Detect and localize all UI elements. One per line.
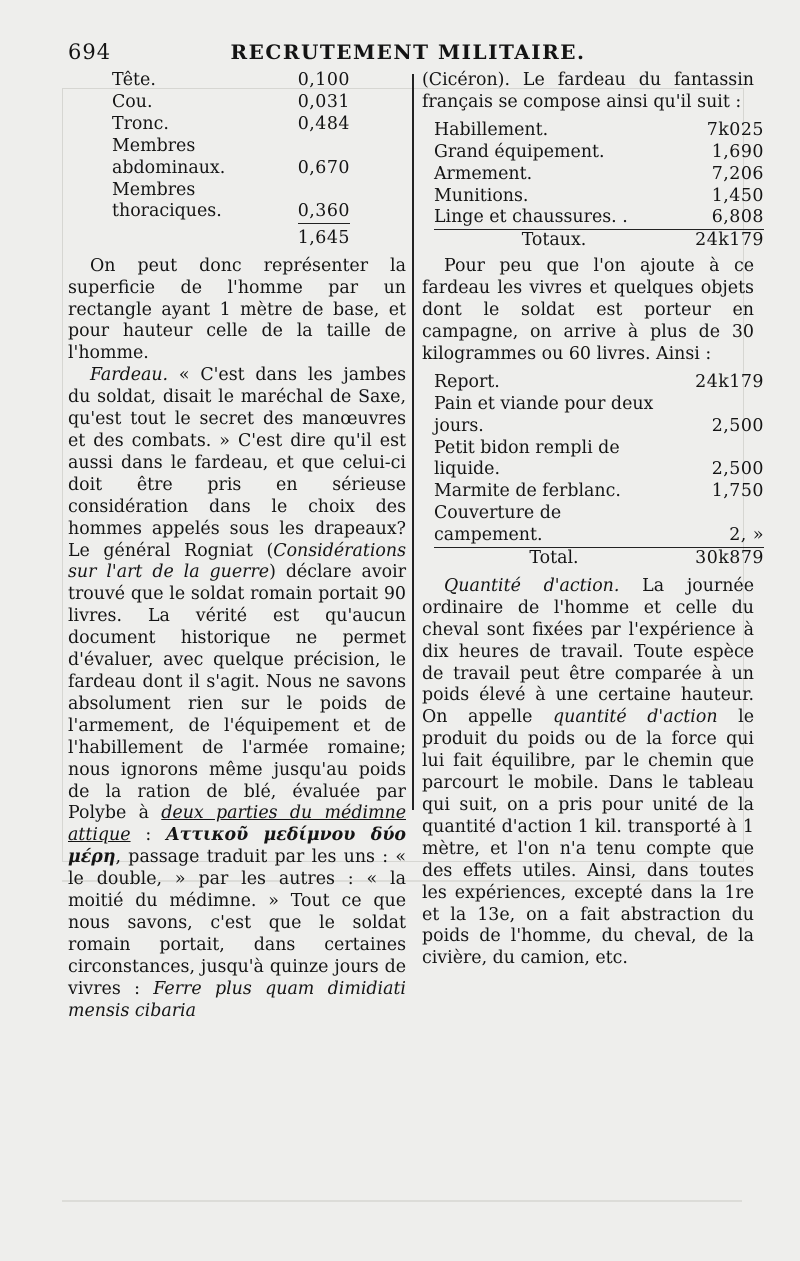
row-label: Munitions.: [434, 185, 529, 206]
total-label: Total.: [434, 548, 674, 570]
row-label: Petit bidon rempli de liquide.: [434, 437, 620, 480]
text-span: « C'est dans les jambes du soldat, disait le maréchal de Saxe, qu'est tout le secret des manœuvres et des combats. » C'est dire qu'il est aussi dans le fardeau, et que celui-ci doit être pris en sérieuse considération dans le choix des hommes appelés sous les drapeaux? Le général Rogniat (: [68, 365, 406, 561]
table-row: [434, 372, 764, 394]
book-title: Considérations sur l'art de la guerre: [68, 540, 406, 583]
table-row: [112, 136, 350, 180]
table-row: [434, 120, 764, 142]
total-label: Totaux.: [434, 230, 674, 252]
row-value: 0,100: [297, 70, 350, 90]
row-value: 1,750: [711, 481, 764, 502]
row-value: 0,670: [297, 157, 350, 178]
row-label: Couverture de campement.: [434, 503, 562, 546]
table-row: [434, 186, 764, 208]
campaign-load-table: [434, 372, 764, 570]
table-row: [112, 70, 350, 92]
text-span: :: [130, 825, 167, 846]
column-rule: [412, 74, 414, 810]
row-value: 2, »: [729, 525, 764, 546]
table-row: [434, 503, 764, 547]
text-span: ) déclare avoir trouvé que le soldat romain portait 90 livres. La vérité est qu'aucun document historique ne permet d'évaluer, avec quelque précision, le fardeau dont il s'agit. Nous ne savons absolument rien sur le poids de l'armement, de l'équipement et de l'habillement de l'armée romaine; nous ignorons même jusqu'au poids de la ration de blé, évaluée par Polybe à: [68, 562, 407, 824]
bleed-through-rule: [62, 1200, 742, 1202]
row-label: Cou.: [112, 91, 153, 112]
paragraph-vivres: Pour peu que l'on ajoute à ce fardeau les vivres et quelques objets dont le soldat est porteur en campagne, on arrive à plus de 30 kilogrammes ou 60 livres. Ainsi :: [422, 256, 754, 364]
table-row: [112, 92, 350, 114]
row-label: Report.: [434, 371, 500, 392]
total-row: [434, 230, 764, 252]
surface-measures-table: [112, 70, 350, 250]
row-value: 7k025: [706, 119, 764, 140]
row-label: Armement.: [434, 163, 533, 184]
row-value: 1,690: [711, 141, 764, 162]
table-row: [434, 164, 764, 186]
row-label: Habillement.: [434, 119, 549, 140]
row-value: 0,360: [297, 200, 350, 221]
latin-quotation: Ferre plus quam dimidiati mensis cibaria: [68, 978, 406, 1021]
table-row: [112, 114, 350, 136]
page-header: [68, 40, 748, 70]
table-row: [112, 180, 350, 224]
running-title: RECRUTEMENT MILITAIRE.: [230, 40, 586, 64]
paragraph-fardeau: [68, 365, 406, 1022]
total-spacer: [112, 223, 298, 249]
row-value: 6,808: [711, 207, 764, 228]
paragraph-quantite-action: [422, 576, 754, 970]
total-row: [112, 223, 350, 249]
row-label: Pain et viande pour deux jours.: [434, 393, 654, 436]
row-value: 1,450: [711, 185, 764, 206]
row-label: Grand équipement.: [434, 141, 605, 162]
total-value: 30k879: [674, 548, 764, 570]
row-label: Tronc.: [112, 113, 169, 134]
page-number: 694: [68, 40, 112, 64]
table-row: [434, 481, 764, 503]
paragraph-superficie: On peut donc représenter la superficie de l'homme par un rectangle ayant 1 mètre de base, et pour hauteur celle de la taille de l'homme.: [68, 255, 406, 364]
row-value: 7,206: [711, 163, 764, 184]
term-quantite-action: quantité d'action: [552, 707, 718, 728]
text-span: le produit du poids ou de la force qui lui fait équilibre, par le chemin que parcourt le mobile. Dans le tableau qui suit, on a pris pour unité de la quantité d'action 1 kil. transporté à 1 mètre, et l'on n'a tenu compte que des effets utiles. Ainsi, dans toutes les expériences, excepté dans la 1re et la 13e, on a fait abstraction du poids de l'homme, du cheval, de la civière, du camion, etc.: [422, 707, 754, 969]
total-value: 24k179: [674, 230, 764, 252]
table-row: [434, 394, 764, 438]
total-value: 1,645: [298, 223, 350, 249]
row-value: 24k179: [695, 371, 764, 392]
right-column: [422, 70, 764, 970]
runin-quantite-action: Quantité d'action.: [444, 575, 620, 596]
quote-polybe: deux parties du médimne attique: [68, 803, 406, 846]
table-row: [434, 438, 764, 482]
table-row: [434, 207, 764, 229]
row-label: Tête.: [112, 70, 156, 90]
table-row: [434, 142, 764, 164]
row-label: Marmite de ferblanc.: [434, 481, 621, 502]
paragraph-intro-fardeau: (Cicéron). Le fardeau du fantassin français se compose ainsi qu'il suit :: [422, 70, 754, 112]
row-value: 2,500: [711, 459, 764, 480]
row-label: Membres thoraciques.: [112, 179, 222, 222]
greek-quotation: Αττικοῦ μεδίμνου δύο μέρη: [68, 825, 406, 868]
runin-fardeau: Fardeau.: [90, 365, 169, 386]
text-span: , passage traduit par les uns : « le double, » par les autres : « la moitié du médimne. » Tout ce que nous savons, c'est que le soldat romain portait, dans certaines circonstances, jusqu'à quinze jours de vivres :: [68, 847, 406, 999]
left-column: [68, 70, 406, 1022]
row-value: 2,500: [711, 415, 764, 436]
text-span: La journée ordinaire de l'homme et celle du cheval sont fixées par l'expérience à dix heures de travail. Toute espèce de travail peut être comparée à un poids élevé à une certaine hauteur. On appelle: [422, 575, 754, 728]
infantry-load-table: [434, 120, 764, 252]
row-value: 0,031: [297, 91, 350, 112]
row-value: 0,484: [297, 113, 350, 134]
row-label: Membres abdominaux.: [112, 135, 226, 178]
row-label: Linge et chaussures. .: [434, 207, 628, 228]
total-row: [434, 548, 764, 570]
